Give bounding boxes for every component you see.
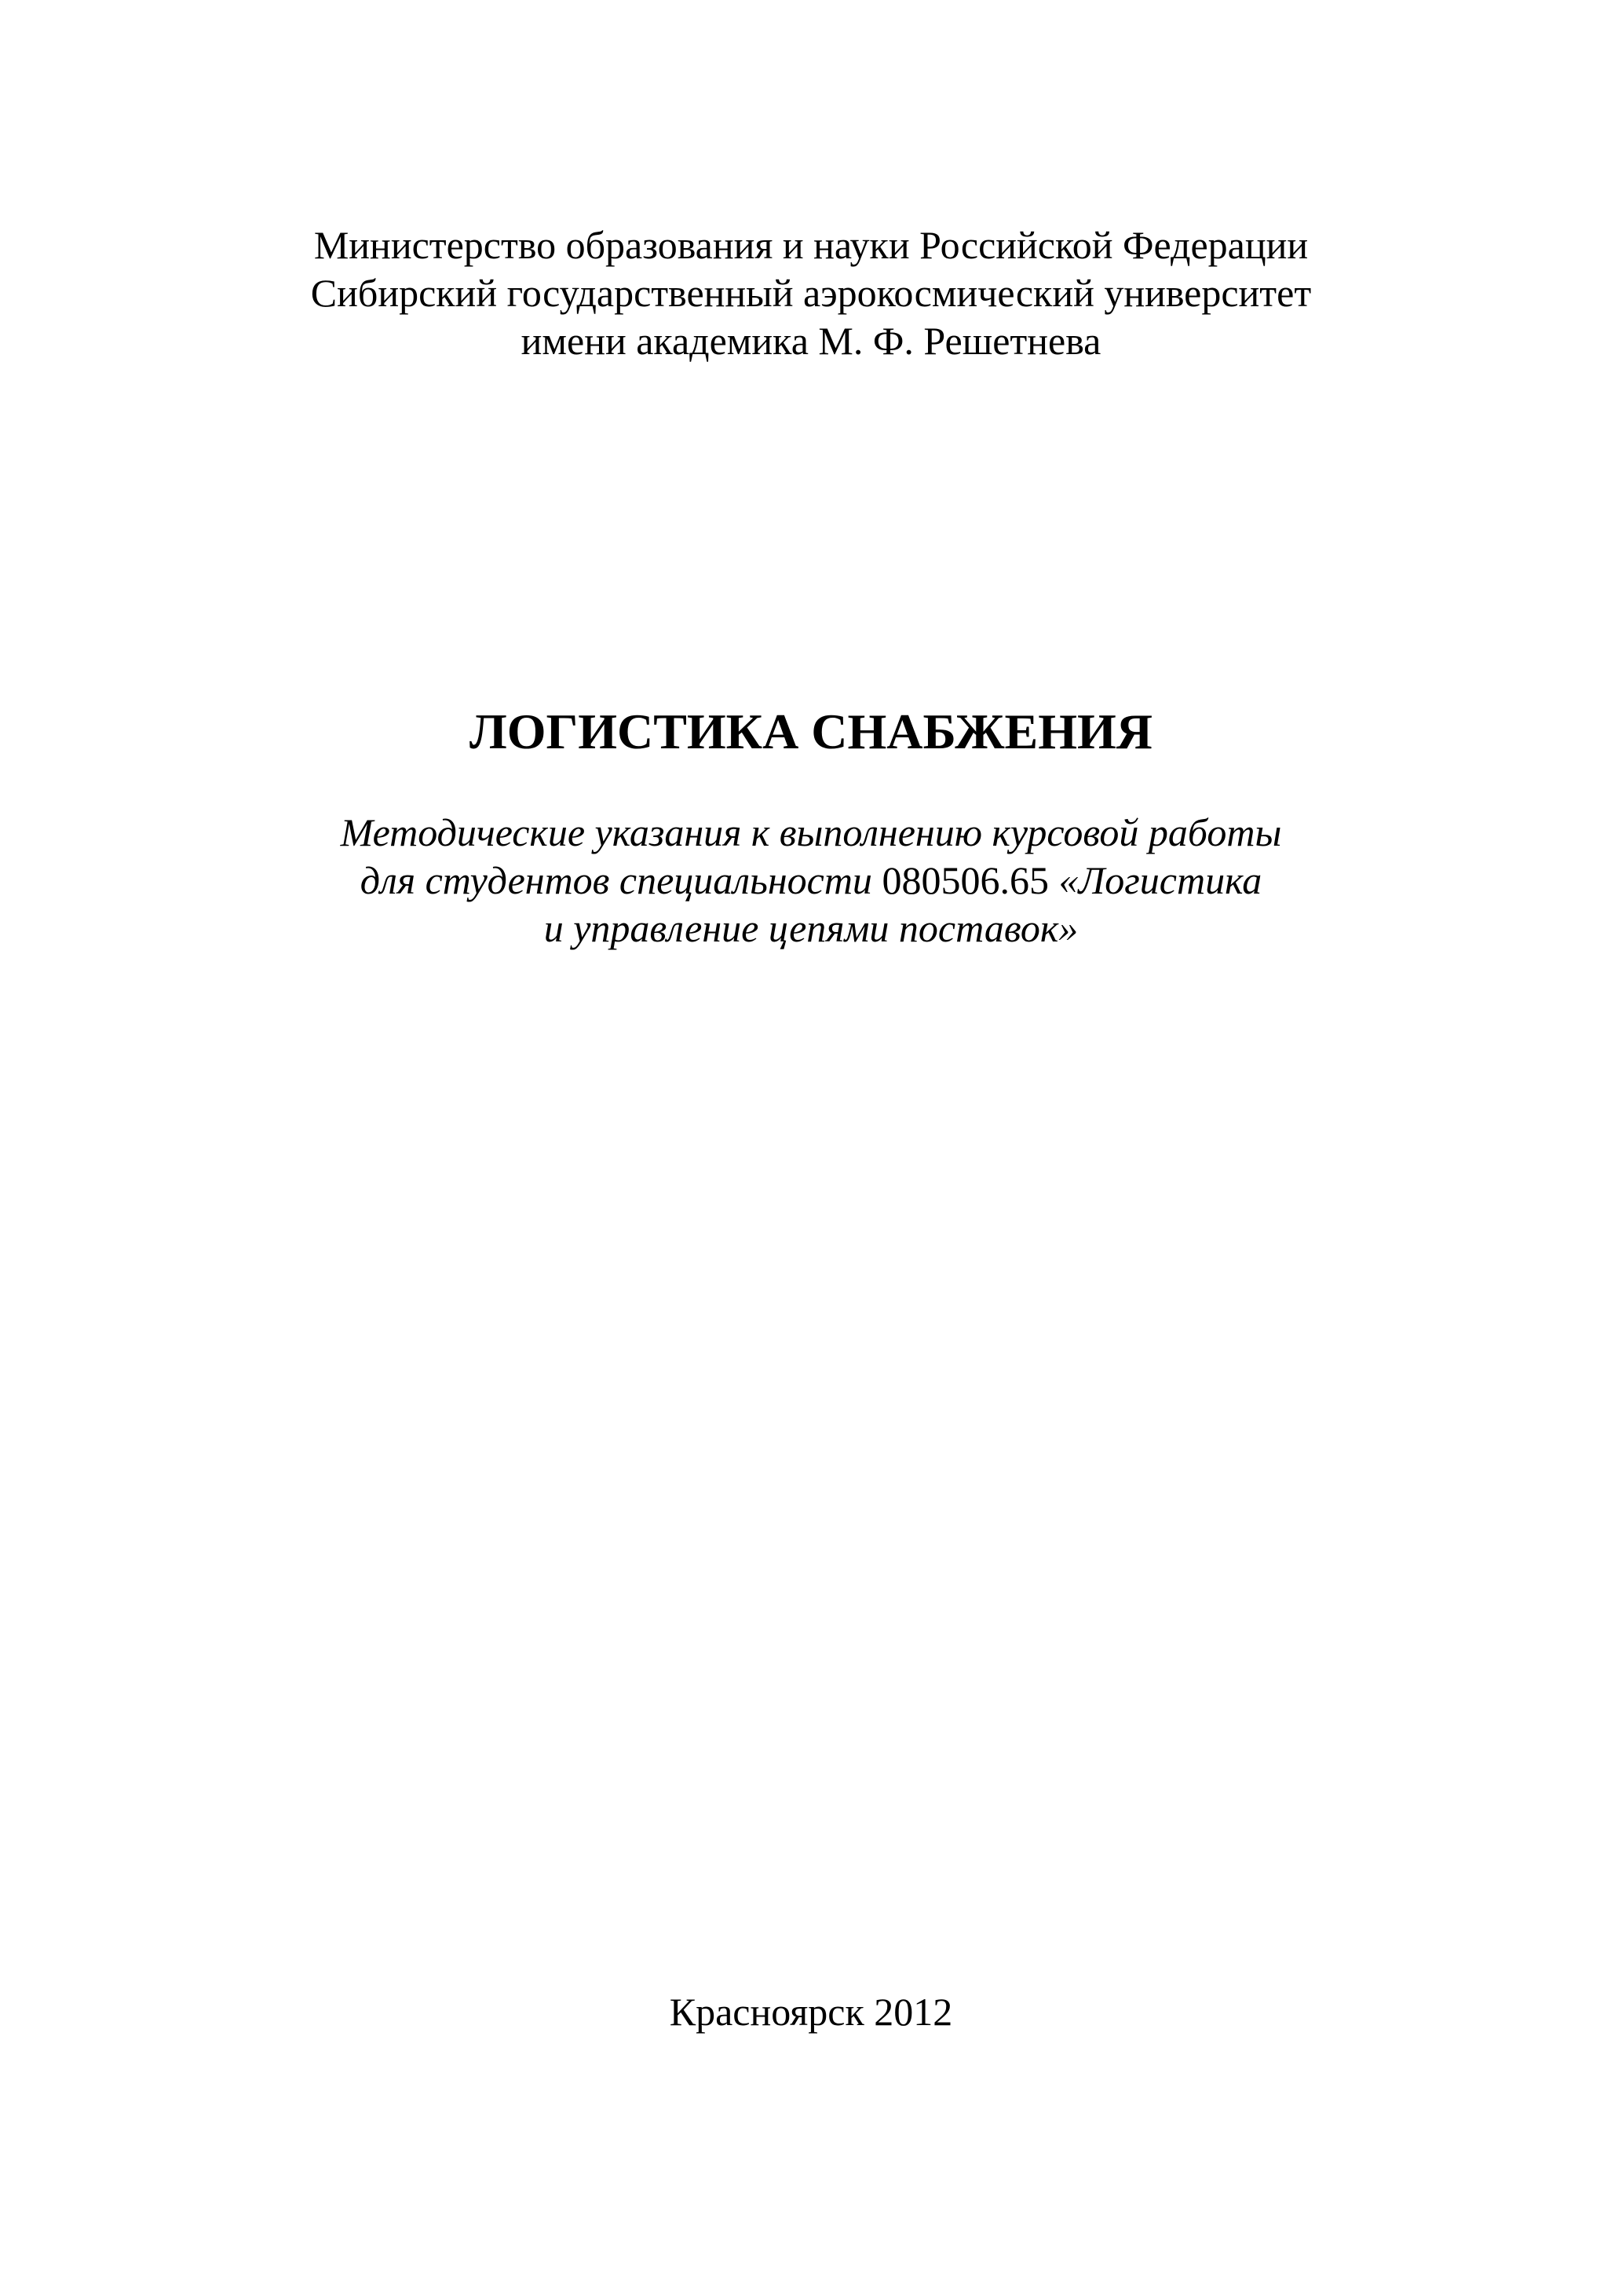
document-title: ЛОГИСТИКА СНАБЖЕНИЯ xyxy=(469,704,1153,759)
university-name-line: имени академика М. Ф. Решетнева xyxy=(521,319,1101,363)
city-year: Красноярск 2012 xyxy=(669,1990,953,2034)
university-line: Сибирский государственный аэрокосмический университет xyxy=(310,271,1312,315)
subtitle-line-1: Методические указания к выполнению курсовой работы xyxy=(340,810,1282,854)
ministry-line: Министерство образования и науки Российской Федерации xyxy=(313,223,1309,267)
specialty-code: 080506.65 xyxy=(871,858,1059,902)
subtitle-line-2 xyxy=(0,857,1622,905)
document-subtitle xyxy=(0,809,1622,952)
institution-header xyxy=(0,221,1622,365)
subtitle-line-2-prefix: для студентов специальности xyxy=(360,858,872,902)
subtitle-line-3: и управление цепями поставок» xyxy=(543,906,1079,950)
subtitle-line-2-suffix: «Логистика xyxy=(1058,858,1262,902)
